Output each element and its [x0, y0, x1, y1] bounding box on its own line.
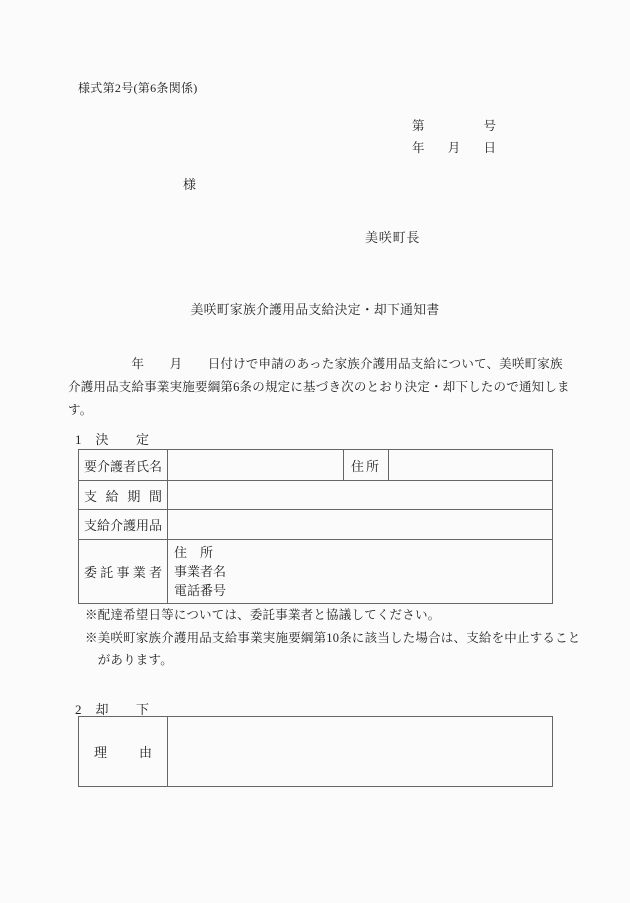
care-recipient-name-label: 要介護者氏名 — [79, 450, 168, 481]
table-row — [79, 510, 553, 540]
document-number-prefix: 第 — [412, 119, 425, 133]
contractor-name-label: 事業者名 — [174, 564, 227, 579]
addressee-honorific: 様 — [183, 177, 197, 192]
document-title: 美咲町家族介護用品支給決定・却下通知書 — [190, 303, 440, 317]
rejection-reason-label: 理由 — [79, 717, 168, 787]
decision-section-heading: 1 決 定 — [75, 432, 150, 447]
date-line — [412, 138, 496, 156]
contractor-phone-label: 電話番号 — [174, 583, 227, 598]
document-number-line — [412, 116, 496, 134]
body-line: 介護用品支給事業実施要綱第6条の規定に基づき次のとおり決定・却下したので通知しま — [68, 380, 570, 394]
sender-title: 美咲町長 — [365, 230, 421, 245]
supply-item-cell — [168, 510, 553, 540]
rejection-reason-cell — [168, 717, 553, 787]
rejection-table — [78, 716, 553, 787]
address-cell — [389, 450, 553, 481]
supply-item-label: 支給介護用品 — [79, 510, 168, 540]
contractor-label: 委託事業者 — [79, 540, 168, 604]
body-line: す。 — [68, 403, 93, 417]
supply-period-cell — [168, 481, 553, 510]
date-day-label: 日 — [483, 141, 496, 155]
address-label: 住所 — [344, 450, 389, 481]
care-recipient-name-cell — [168, 450, 344, 481]
contractor-cell — [168, 540, 553, 604]
rejection-section-heading: 2 却 下 — [75, 702, 150, 717]
decision-table — [78, 449, 553, 604]
note-line: ※美咲町家族介護用品支給事業実施要綱第10条に該当した場合は、支給を中止すること — [85, 630, 581, 645]
table-row — [79, 540, 553, 604]
note-line: があります。 — [85, 653, 173, 667]
form-number: 様式第2号(第6条関係) — [78, 81, 198, 95]
table-row — [79, 481, 553, 510]
supply-period-label: 支給期間 — [79, 481, 168, 510]
document-number-suffix: 号 — [483, 119, 496, 133]
body-line: 年 月 日付けで申請のあった家族介護用品支給について、美咲町家族 — [68, 357, 563, 371]
notes-block — [85, 604, 581, 672]
body-paragraph — [68, 353, 570, 422]
date-month-label: 月 — [447, 141, 461, 155]
table-row — [79, 450, 553, 481]
table-row — [79, 717, 553, 787]
date-year-label: 年 — [412, 141, 425, 155]
contractor-address-label: 住 所 — [174, 545, 214, 560]
note-line: ※配達希望日等については、委託事業者と協議してください。 — [85, 608, 441, 622]
